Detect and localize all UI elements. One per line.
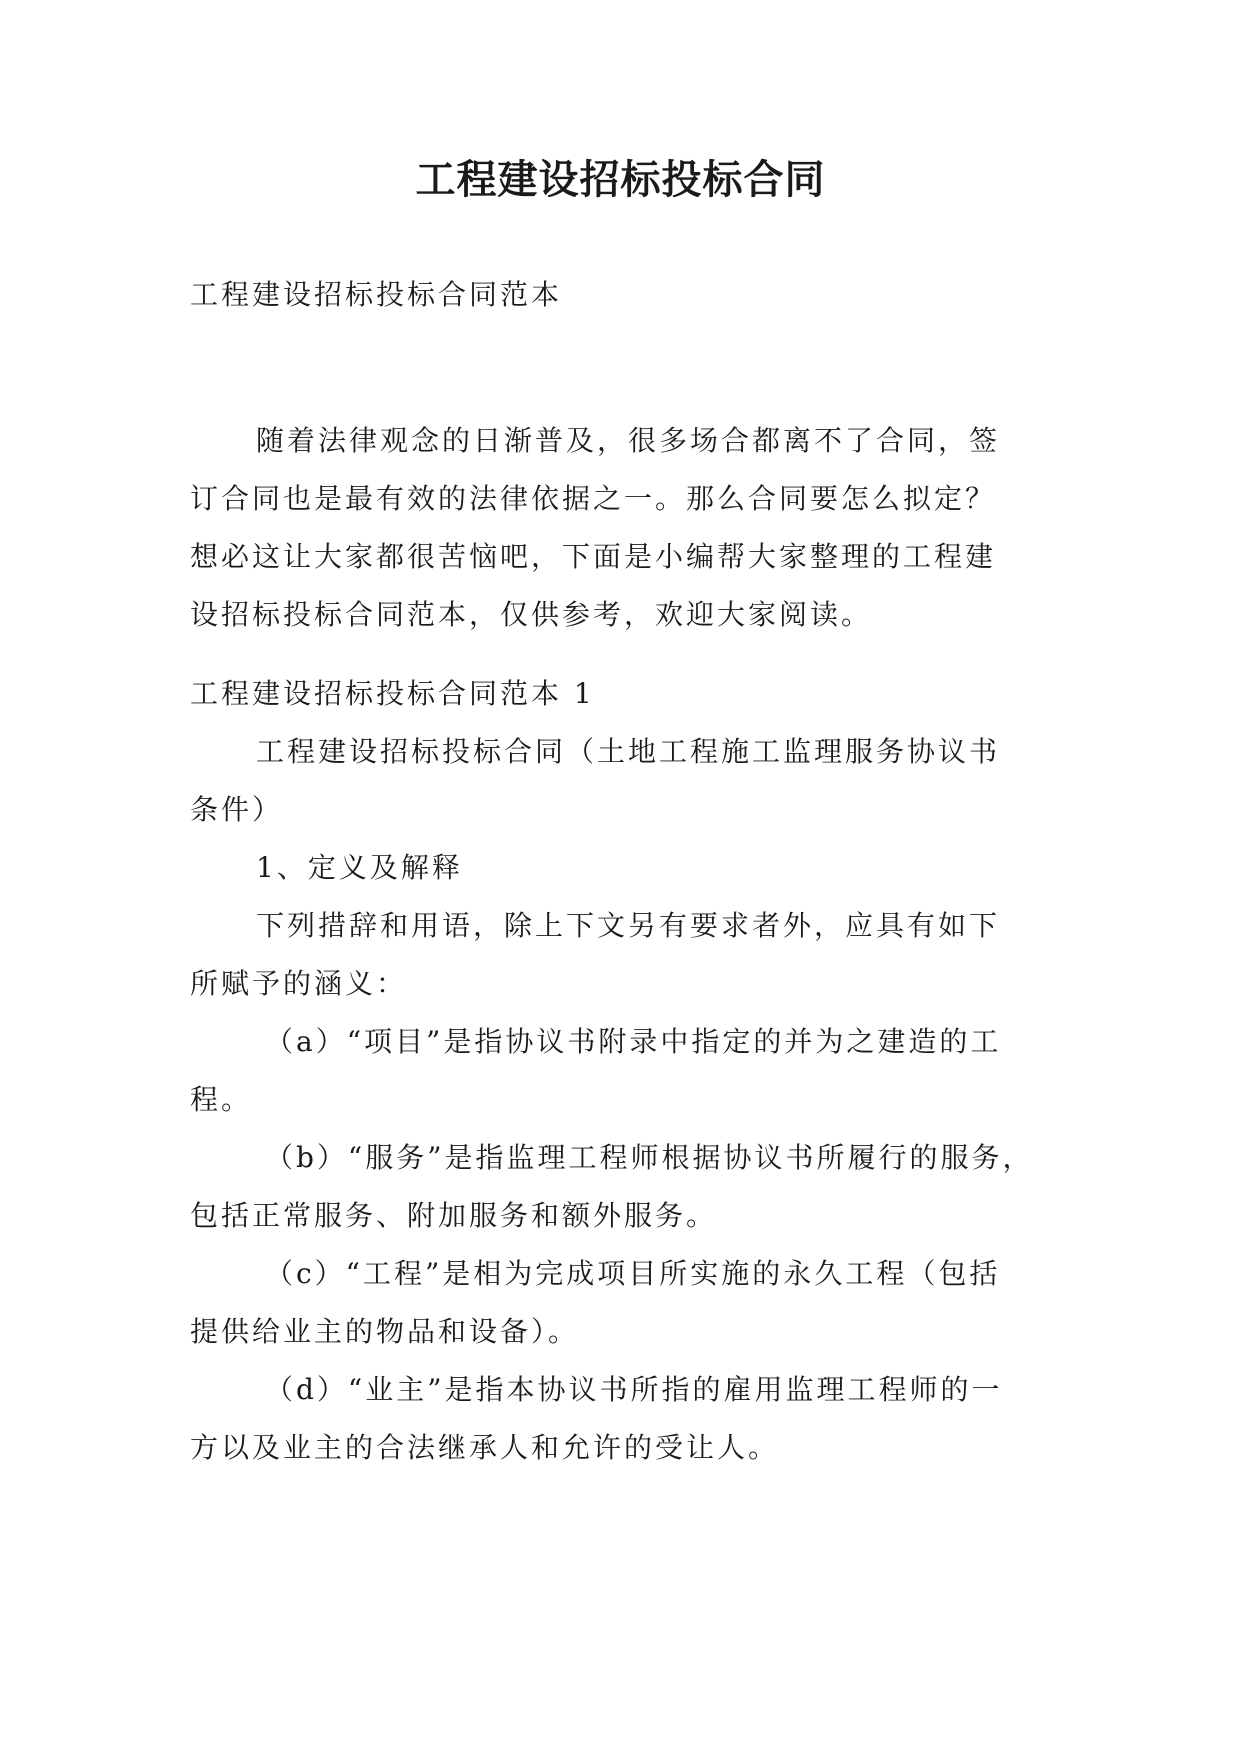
definitions-intro-line-2: 所赋予的涵义： [190, 967, 408, 1000]
document-title: 工程建设招标投标合同 [415, 157, 826, 203]
document-subtitle [190, 266, 1052, 324]
item-d-line-1: （d）“业主”是指本协议书所指的雇用监理工程师的一 [265, 1373, 1003, 1406]
definitions-intro-line-1: 下列措辞和用语，除上下文另有要求者外，应具有如下 [256, 909, 1001, 942]
intro-line-3: 想必这让大家都很苦恼吧，下面是小编帮大家整理的工程建 [190, 540, 997, 573]
intro-line-4: 设招标投标合同范本，仅供参考，欢迎大家阅读。 [190, 598, 873, 631]
clause-heading [190, 839, 1052, 897]
item-d-line-2: 方以及业主的合法继承人和允许的受让人。 [190, 1431, 780, 1464]
item-c-line-1: （c）“工程”是相为完成项目所实施的永久工程（包括 [265, 1257, 1001, 1290]
item-b-line-2: 包括正常服务、附加服务和额外服务。 [190, 1199, 718, 1232]
definition-item-c [190, 1245, 1052, 1361]
intro-line-1: 随着法律观念的日渐普及，很多场合都离不了合同，签 [256, 424, 1001, 457]
definition-item-a [190, 1013, 1052, 1129]
subtitle-line: 工程建设招标投标合同范本 [190, 278, 563, 311]
definition-item-d [190, 1361, 1052, 1477]
definition-item-b [190, 1129, 1052, 1245]
intro-paragraph [190, 412, 1052, 644]
item-c-line-2: 提供给业主的物品和设备）。 [190, 1315, 580, 1348]
contract-title-line-1: 工程建设招标投标合同（土地工程施工监理服务协议书 [256, 735, 1001, 768]
section-heading [190, 665, 1052, 723]
contract-title-line-2: 条件） [190, 793, 284, 826]
definitions-intro-paragraph [190, 897, 1052, 1013]
clause-heading-line: 1、定义及解释 [256, 851, 463, 884]
item-a-line-2: 程。 [190, 1083, 253, 1116]
contract-title-paragraph [190, 723, 1052, 839]
item-a-line-1: （a）“项目”是指协议书附录中指定的并为之建造的工 [265, 1025, 1002, 1058]
intro-line-2: 订合同也是最有效的法律依据之一。那么合同要怎么拟定？ [190, 482, 997, 515]
item-b-line-1: （b）“服务”是指监理工程师根据协议书所履行的服务， [265, 1141, 1034, 1174]
section-heading-line: 工程建设招标投标合同范本 1 [190, 677, 595, 710]
